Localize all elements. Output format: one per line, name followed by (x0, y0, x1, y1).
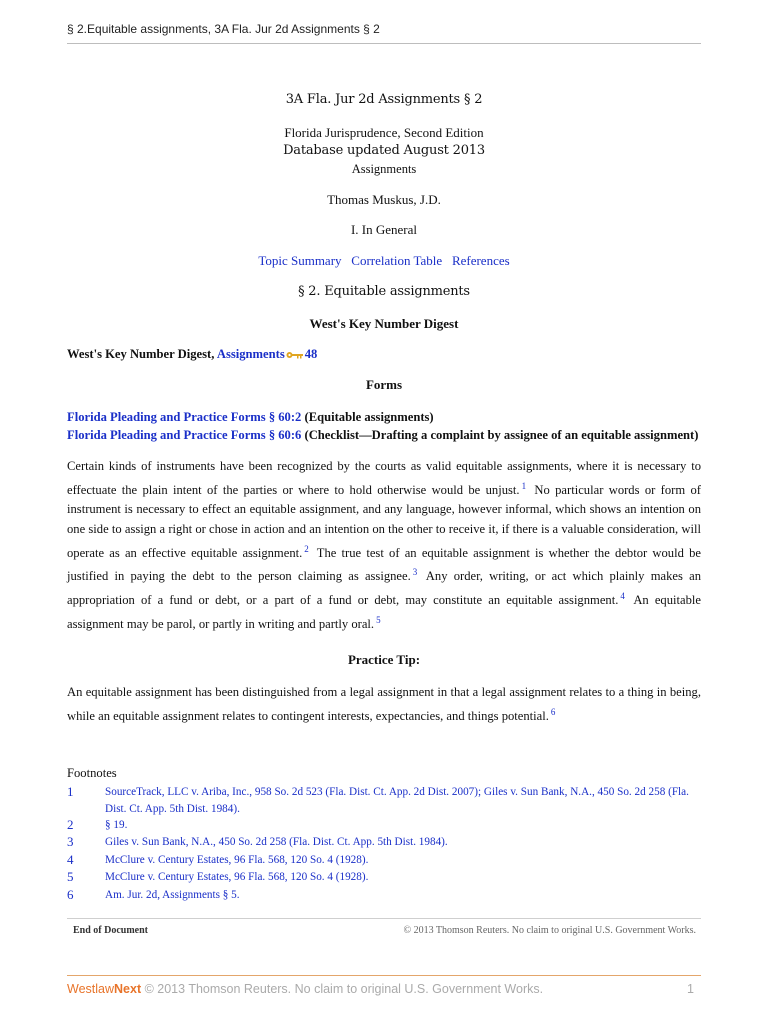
end-of-document: End of Document (73, 925, 149, 936)
footnote-text[interactable]: § 19. (105, 819, 128, 831)
footnote-ref-3[interactable]: 3 (412, 567, 418, 578)
footnote-text[interactable]: Am. Jur. 2d, Assignments § 5. (105, 889, 240, 901)
forms-list (67, 408, 698, 444)
practice-tip-paragraph (67, 683, 701, 726)
topic-summary-link[interactable]: Topic Summary (258, 253, 342, 268)
page-number: 1 (687, 982, 694, 996)
footnote-ref-5[interactable]: 5 (376, 614, 381, 625)
body-sentence-5: An equitable assignment may be parol, or partly in writing and partly oral. (67, 593, 701, 632)
correlation-table-link[interactable]: Correlation Table (351, 253, 443, 268)
body-sentence-1: Certain kinds of instruments have been recognized by the courts as valid equitable assignments, where it is necessary to effectuate the plain intent of the parties or where to hold otherwise would be unjust. (67, 459, 701, 497)
topic-name: Assignments (351, 162, 417, 176)
form-item (67, 408, 698, 426)
footnote-ref-6[interactable]: 6 (550, 706, 556, 717)
body-paragraph (67, 457, 701, 635)
footnotes-heading: Footnotes (67, 766, 117, 780)
header-divider (67, 43, 701, 44)
footer-copyright: © 2013 Thomson Reuters. No claim to original U.S. Government Works. (144, 982, 544, 996)
practice-tip-heading: Practice Tip: (347, 652, 421, 667)
form-item (67, 426, 698, 444)
section-title: § 2. Equitable assignments (298, 284, 470, 299)
key-digest-prefix: West's Key Number Digest, (67, 347, 215, 361)
footnote-ref-1[interactable]: 1 (521, 480, 527, 491)
practice-tip-text: An equitable assignment has been distinguished from a legal assignment in that a legal assignment relates to a thing in being, while an equitable assignment relates to contingent interests, expectancies, and things potential. (67, 685, 701, 723)
author: Thomas Muskus, J.D. (327, 192, 441, 207)
key-digest-assignments-link[interactable]: Assignments (216, 347, 285, 361)
form-60-6-desc: (Checklist—Drafting a complaint by assignee of an equitable assignment) (304, 428, 699, 442)
body-sentence-4: Any order, writing, or act which plainly makes an appropriation of a fund or debt, or a part of a fund or debt, may constitute an equitable assignment. (67, 569, 701, 608)
end-divider (67, 918, 701, 919)
body-sentence-3: The true test of an equitable assignment is whether the debtor would be justified in paying the debt to the person claiming as assignee. (67, 545, 701, 584)
footnote-number[interactable]: 1 (67, 784, 74, 799)
references-link[interactable]: References (451, 253, 510, 268)
footnote-text[interactable]: SourceTrack, LLC v. Ariba, Inc., 958 So. 2d 523 (Fla. Dist. Ct. App. 2d Dist. 2007); Giles v. Sun Bank, N.A., 450 So. 2d 258 (Fla. Dist. Ct. App. 5th Dist. 1984). (105, 786, 689, 815)
topic-nav (67, 253, 701, 269)
westlaw-logo: Westlaw (67, 982, 115, 996)
footnote-item (67, 834, 701, 851)
footnote-number[interactable]: 5 (67, 869, 74, 884)
division-heading: I. In General (350, 222, 418, 237)
footer-divider (67, 975, 701, 976)
end-copyright: © 2013 Thomson Reuters. No claim to original U.S. Government Works. (403, 925, 696, 936)
page-footer (67, 982, 543, 996)
document-header-title: § 2.Equitable assignments, 3A Fla. Jur 2d Assignments § 2 (67, 22, 380, 36)
form-60-2-link[interactable]: Florida Pleading and Practice Forms § 60:2 (67, 410, 302, 424)
forms-heading: Forms (365, 377, 403, 392)
footnote-ref-4[interactable]: 4 (620, 591, 625, 602)
footnote-text[interactable]: McClure v. Century Estates, 96 Fla. 568, 120 So. 4 (1928). (105, 854, 369, 866)
form-60-2-desc: (Equitable assignments) (304, 410, 434, 424)
footnote-item (67, 784, 701, 817)
key-number-icon (286, 351, 304, 359)
form-60-6-link[interactable]: Florida Pleading and Practice Forms § 60:6 (67, 428, 302, 442)
footnote-text[interactable]: McClure v. Century Estates, 96 Fla. 568, 120 So. 4 (1928). (105, 871, 369, 883)
footnote-number[interactable]: 6 (67, 887, 74, 902)
footnote-item (67, 869, 701, 886)
footnote-number[interactable]: 3 (67, 834, 74, 849)
footnote-number[interactable]: 2 (67, 817, 74, 832)
publication-name: Florida Jurisprudence, Second Edition (284, 125, 484, 140)
westlaw-next-logo: Next (114, 982, 142, 996)
key-digest-line (67, 347, 317, 362)
key-digest-heading: West's Key Number Digest (309, 316, 459, 331)
footnote-ref-2[interactable]: 2 (304, 543, 309, 554)
footnote-number[interactable]: 4 (67, 852, 74, 867)
body-sentence-2: No particular words or form of instrument is necessary to effect an equitable assignment, and any language, however informal, which shows an intention on one side to assign a right or chose in action and an intention on the other to receive it, if there is a valuable consideration, will operate as an effective equitable assignment. (67, 482, 701, 560)
database-updated: Database updated August 2013 (283, 143, 485, 158)
key-number-link[interactable]: 48 (304, 347, 318, 361)
citation-title: 3A Fla. Jur 2d Assignments § 2 (285, 92, 483, 107)
footnote-item (67, 852, 701, 869)
footnote-text[interactable]: Giles v. Sun Bank, N.A., 450 So. 2d 258 (Fla. Dist. Ct. App. 5th Dist. 1984). (105, 836, 448, 848)
footnote-item (67, 887, 701, 904)
footnote-item (67, 817, 701, 834)
